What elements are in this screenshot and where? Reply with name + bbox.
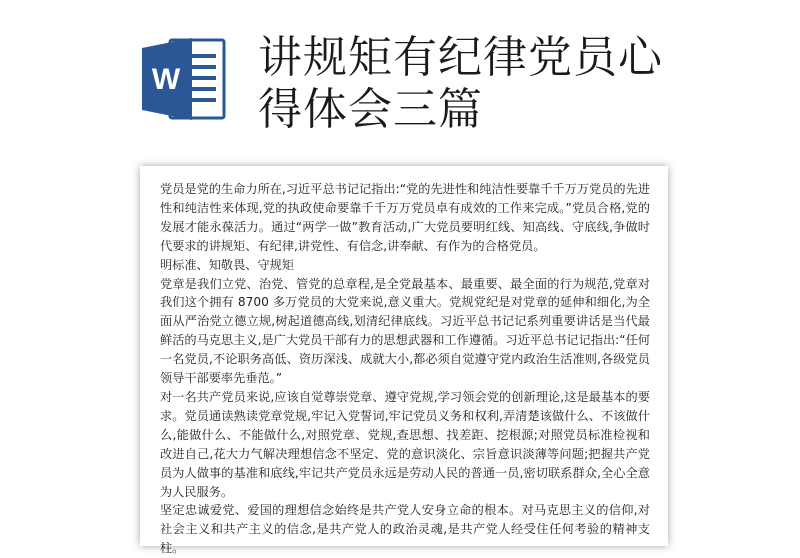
paragraph: 党章是我们立党、治党、管党的总章程,是全党最基本、最重要、最全面的行为规范,党章对我们这个拥有 8700 多万党员的大党来说,意义重大。党规党纪是对党章的延伸和细化,为全面从严治党立德立规,树起道德高线,划清纪律底线。习近平总书记记系列重要讲话是当代最鲜活的马克思主义,是广大党员干部有力的思想武器和工作遵循。习近平总书记记指出:“任何一名党员,不论职务高低、资历深浅、成就大小,都必须自觉遵守党内政治生活准则,各级党员领导干部要率先垂范。”	[160, 276, 650, 386]
paragraph: 党员是党的生命力所在,习近平总书记记指出:“党的先进性和纯洁性要靠千千万万党员的先进性和纯洁性来体现,党的执政使命要靠千千万万党员卓有成效的工作来完成。”党员合格,党的发展才能永葆活力。通过“两学一做”教育活动,广大党员要明红线、知高线、守底线,争做时代要求的讲规矩、有纪律,讲党性、有信念,讲奉献、有作为的合格党员。	[160, 182, 650, 253]
word-document-icon	[140, 34, 230, 124]
word-icon-letter: W	[151, 63, 181, 96]
title-line-1: 讲规矩有纪律党员心	[258, 32, 663, 83]
section-heading: 明标准、知敬畏、守规矩	[160, 257, 295, 272]
title-line-2: 得体会三篇	[258, 84, 483, 135]
paragraph: 坚定忠诚爱党、爱国的理想信念始终是共产党人安身立命的根本。对马克思主义的信仰,对社会主义和共产主义的信念,是共产党人的政治灵魂,是共产党人经受住任何考验的精神支柱。	[160, 503, 650, 556]
header	[0, 0, 800, 150]
document-body	[160, 180, 650, 558]
paragraph: 对一名共产党员来说,应该自觉尊崇党章、遵守党规,学习领会党的创新理论,这是最基本的要求。党员通读熟读党章党规,牢记入党誓词,牢记党员义务和权利,弄清楚该做什么、不该做什么,能做什么、不能做什么,对照党章、党规,查思想、找差距、挖根源;对照党员标准检视和改进自己,花大力气解决理想信念不坚定、党的意识淡化、宗旨意识淡薄等问题;把握共产党员为人做事的基准和底线,牢记共产党员永远是劳动人民的普通一员,密切联系群众,全心全意为人民服务。	[160, 389, 650, 499]
page-title	[258, 32, 728, 136]
